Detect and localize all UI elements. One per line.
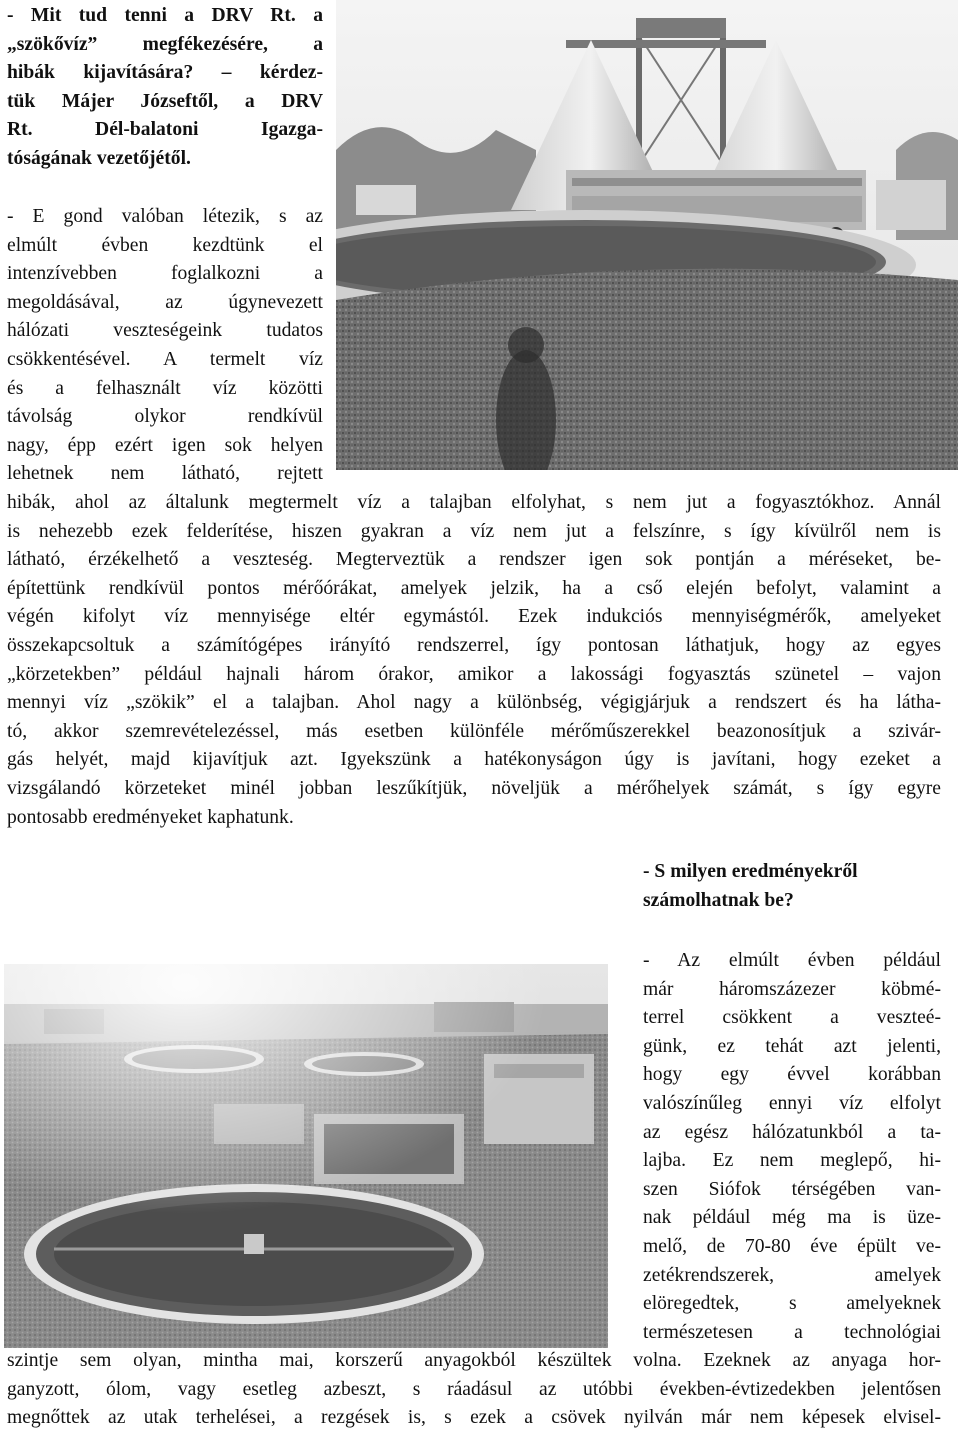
text-line: elöregedtek, s amelyeknek <box>643 1293 941 1315</box>
text-line: pontosabb eredményeket kaphatunk. <box>7 806 294 828</box>
answer1-narrow-column <box>7 203 323 489</box>
text-line: megnőttek az utak terhelései, a rezgések is, s ezek a csövek nyilván már nem képesek elvisel- <box>7 1407 941 1429</box>
text-line: nagy, épp ezért igen sok helyen <box>7 434 323 456</box>
text-line: ganyzott, ólom, vagy esetleg azbeszt, s ráadásul az utóbbi években-évtizedekben jelentősen <box>7 1378 941 1400</box>
text-line: zetékrendszerek, amelyek <box>643 1264 941 1286</box>
text-line: nak például még ma is üze- <box>643 1207 941 1229</box>
text-line: intenzívebben foglalkozni a <box>7 263 323 285</box>
water-treatment-cone-towers-photo <box>336 0 958 470</box>
text-line: már háromszázezer köbmé- <box>643 978 941 1000</box>
text-line: tó, akkor szemrevételezéssel, más esetben különféle mérőműszerekkel beazonosítjuk a szivár- <box>7 720 941 742</box>
text-line: hálózati veszteségeink tudatos <box>7 320 323 342</box>
text-line: szintje sem olyan, mintha mai, korszerű anyagokból készültek volna. Ezeknek az anyaga hor- <box>7 1350 941 1371</box>
text-line: szen Siófok térségében van- <box>643 1178 941 1200</box>
text-line: mennyi víz „szökik” el a talajban. Ahol nagy a különbség, végigjárjuk a rendszert és ha látha- <box>7 692 941 714</box>
text-line: Rt. Dél-balatoni Igazga- <box>7 119 323 141</box>
answer2-wide-column <box>7 1347 941 1433</box>
text-line: számolhatnak be? <box>643 889 794 911</box>
text-line: günk, ez tehát azt jelenti, <box>643 1035 941 1057</box>
text-line: elmúlt évben kezdtünk el <box>7 234 323 256</box>
text-line: csökkentésével. A termelt víz <box>7 348 323 370</box>
text-line: természetesen a technológiai <box>643 1321 941 1343</box>
intro-question <box>7 2 323 174</box>
text-line: végén kifolyt víz mennyisége eltér egymástól. Ezek indukciós mennyiségmérők, amelyeket <box>7 606 941 628</box>
text-line: hogy egy évvel korábban <box>643 1064 941 1086</box>
photo-graphic <box>4 964 608 1348</box>
text-line: tóságának vezetőjétől. <box>7 147 191 169</box>
text-line: tük Májer Józseftől, a DRV <box>7 90 323 112</box>
text-line: lajba. Ez nem meglepő, hi- <box>643 1150 941 1172</box>
text-line: az egész hálózatunkból a ta- <box>643 1121 941 1143</box>
question2 <box>643 858 943 915</box>
text-line: összekapcsoltuk a számítógépes irányító rendszerrel, így pontosan láthatjuk, hogy az egyes <box>7 634 941 656</box>
text-line: hibák kijavítására? – kérdez- <box>7 62 323 84</box>
text-line: vizsgálandó körzeteket minél jobban leszűkítjük, növeljük a mérőhelyek számát, s így egyre <box>7 777 941 799</box>
answer1-wide-column <box>7 489 941 832</box>
text-line: hibák, ahol az általunk megtermelt víz a talajban elfolyhat, s nem jut a fogyasztókhoz. Annál <box>7 492 941 513</box>
text-line: és a felhasznált víz közötti <box>7 377 323 399</box>
text-line: „szökővíz” megfékezésére, a <box>7 33 323 55</box>
text-line: építettünk rendkívül pontos mérőórákat, amelyek jelzik, ha a cső elején befolyt, valamint a <box>7 577 941 599</box>
text-line: terrel csökkent a veszteé- <box>643 1007 941 1029</box>
text-line: gás helyét, majd kijavítjuk azt. Igyekszünk a hatékonyságon úgy is javítani, hogy ezeket a <box>7 749 941 771</box>
text-line: látható, érzékelhető a veszteség. Megterveztük a rendszer igen sok pontján a méréseket, be- <box>7 549 941 571</box>
water-treatment-aerial-photo <box>4 964 608 1348</box>
text-line: megoldásával, az úgynevezett <box>7 291 323 313</box>
photo-graphic <box>336 0 958 470</box>
text-line: „körzetekben” például hajnali három órakor, amikor a lakossági fogyasztás szünetel – vajon <box>7 663 941 685</box>
text-line: - Az elmúlt évben például <box>643 950 941 971</box>
answer2-narrow-column <box>643 947 941 1347</box>
text-line: melő, de 70-80 éve épült ve- <box>643 1235 941 1257</box>
text-line: lehetnek nem látható, rejtett <box>7 463 323 485</box>
text-line: valószínűleg ennyi víz elfolyt <box>643 1092 941 1114</box>
text-line: - E gond valóban létezik, s az <box>7 206 323 227</box>
text-line: - S milyen eredményekről <box>643 861 858 882</box>
text-line: is nehezebb ezek felderítése, hiszen gyakran a víz nem jut a felszínre, s így kívülről nem is <box>7 520 941 542</box>
text-line: távolság olykor rendkívül <box>7 406 323 428</box>
text-line: - Mit tud tenni a DRV Rt. a <box>7 5 323 26</box>
